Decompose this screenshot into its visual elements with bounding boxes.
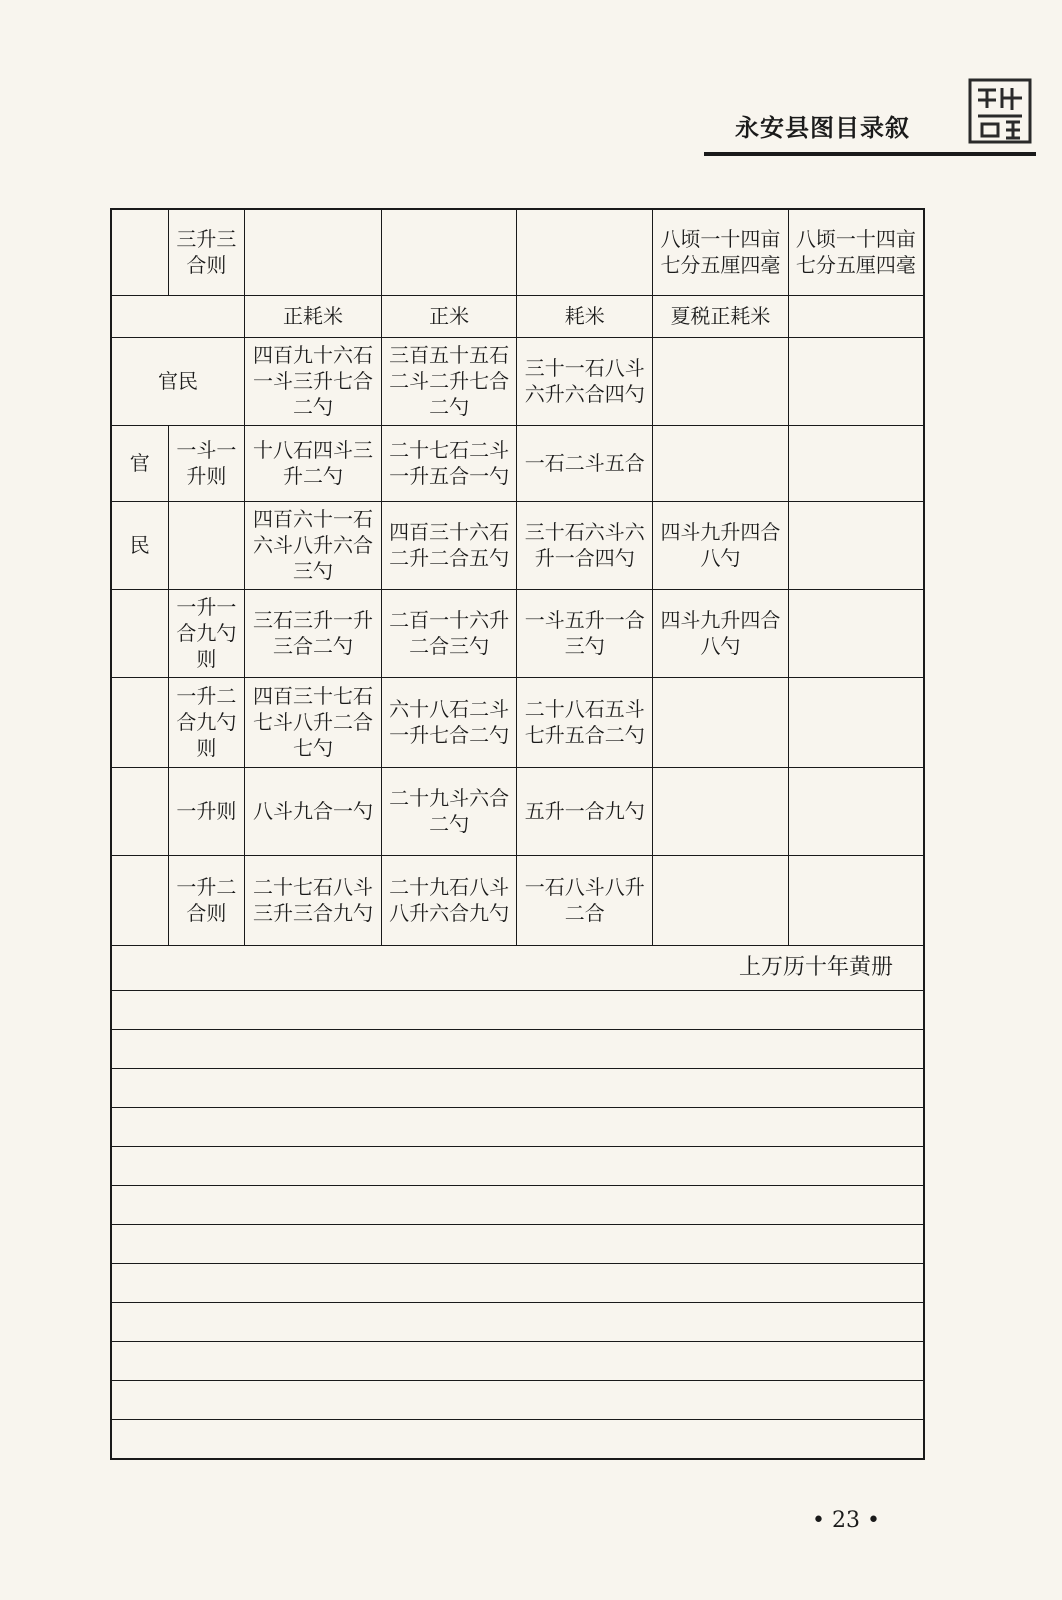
blank-row <box>111 1029 924 1068</box>
blank-row <box>111 1380 924 1419</box>
col-header-hao: 耗米 <box>517 295 653 337</box>
cell-hao: 三十石六斗六升一合四勺 <box>517 501 653 589</box>
blank-row <box>111 1068 924 1107</box>
summer-tax-area-1: 八顷一十四亩七分五厘四毫 <box>653 209 789 295</box>
header-rule <box>704 152 1036 156</box>
table-row <box>111 767 924 855</box>
blank-row <box>111 1419 924 1459</box>
summer-tax-area-2: 八顷一十四亩七分五厘四毫 <box>788 209 924 295</box>
cell-hao: 三十一石八斗六升六合四勺 <box>517 337 653 425</box>
table-row <box>111 425 924 501</box>
cell-xiashui: 四斗九升四合八勺 <box>653 589 789 677</box>
cell-xiashui: 四斗九升四合八勺 <box>653 501 789 589</box>
cell-xiashui <box>653 677 789 767</box>
blank-row <box>111 1185 924 1224</box>
cell-zheng: 三百五十五石二斗二升七合二勺 <box>381 337 517 425</box>
cell-zheng: 四百三十六石二升二合五勺 <box>381 501 517 589</box>
row-label-min: 民 <box>111 501 168 589</box>
blank-row <box>111 1224 924 1263</box>
blank-row <box>111 990 924 1029</box>
cell-zhenghao: 二十七石八斗三升三合九勺 <box>245 855 382 945</box>
row-label-guanmin: 官民 <box>111 337 245 425</box>
col-header-xiashui: 夏税正耗米 <box>653 295 789 337</box>
cell-xiashui <box>653 767 789 855</box>
cell-zhenghao: 四百九十六石一斗三升七合二勺 <box>245 337 382 425</box>
rate-label: 一升二合则 <box>168 855 245 945</box>
cell-hao: 一石二斗五合 <box>517 425 653 501</box>
rate-label: 三升三合则 <box>168 209 245 295</box>
row-label-guan: 官 <box>111 425 168 501</box>
col-header-zhenghao: 正耗米 <box>245 295 382 337</box>
col-header-zheng: 正米 <box>381 295 517 337</box>
cell-zheng: 二百一十六升二合三勺 <box>381 589 517 677</box>
header-row <box>111 295 924 337</box>
cell-zhenghao: 八斗九合一勺 <box>245 767 382 855</box>
cell-zhenghao: 十八石四斗三升二勺 <box>245 425 382 501</box>
blank-row <box>111 1263 924 1302</box>
page-number: • 23 • <box>812 1508 880 1533</box>
cell-zhenghao: 四百三十七石七斗八升二合七勺 <box>245 677 382 767</box>
seal-stamp-icon <box>968 78 1032 144</box>
page-header-title: 永安县图目录叙 <box>735 114 910 142</box>
cell-zhenghao: 三石三升一升三合二勺 <box>245 589 382 677</box>
cell-zheng: 二十九斗六合二勺 <box>381 767 517 855</box>
cell-zheng: 六十八石二斗一升七合二勺 <box>381 677 517 767</box>
cell-hao: 五升一合九勺 <box>517 767 653 855</box>
rate-label: 一升二合九勺则 <box>168 677 245 767</box>
tax-register-table <box>110 208 925 1460</box>
register-source-note: 上万历十年黄册 <box>111 945 924 990</box>
rate-label: 一升则 <box>168 767 245 855</box>
blank-row <box>111 1302 924 1341</box>
cell-hao: 一斗五升一合三勺 <box>517 589 653 677</box>
table-row <box>111 677 924 767</box>
cell-hao: 二十八石五斗七升五合二勺 <box>517 677 653 767</box>
rate-label: 一斗一升则 <box>168 425 245 501</box>
blank-row <box>111 1146 924 1185</box>
footer-row <box>111 945 924 990</box>
cell-zheng: 二十七石二斗一升五合一勺 <box>381 425 517 501</box>
cell-zhenghao: 四百六十一石六斗八升六合三勺 <box>245 501 382 589</box>
table-row <box>111 501 924 589</box>
table-row <box>111 337 924 425</box>
rate-label: 一升一合九勺则 <box>168 589 245 677</box>
table-row <box>111 209 924 295</box>
cell-zheng: 二十九石八斗八升六合九勺 <box>381 855 517 945</box>
blank-row <box>111 1341 924 1380</box>
table-row <box>111 589 924 677</box>
table-row <box>111 855 924 945</box>
cell-xiashui <box>653 855 789 945</box>
blank-row <box>111 1107 924 1146</box>
cell-hao: 一石八斗八升二合 <box>517 855 653 945</box>
